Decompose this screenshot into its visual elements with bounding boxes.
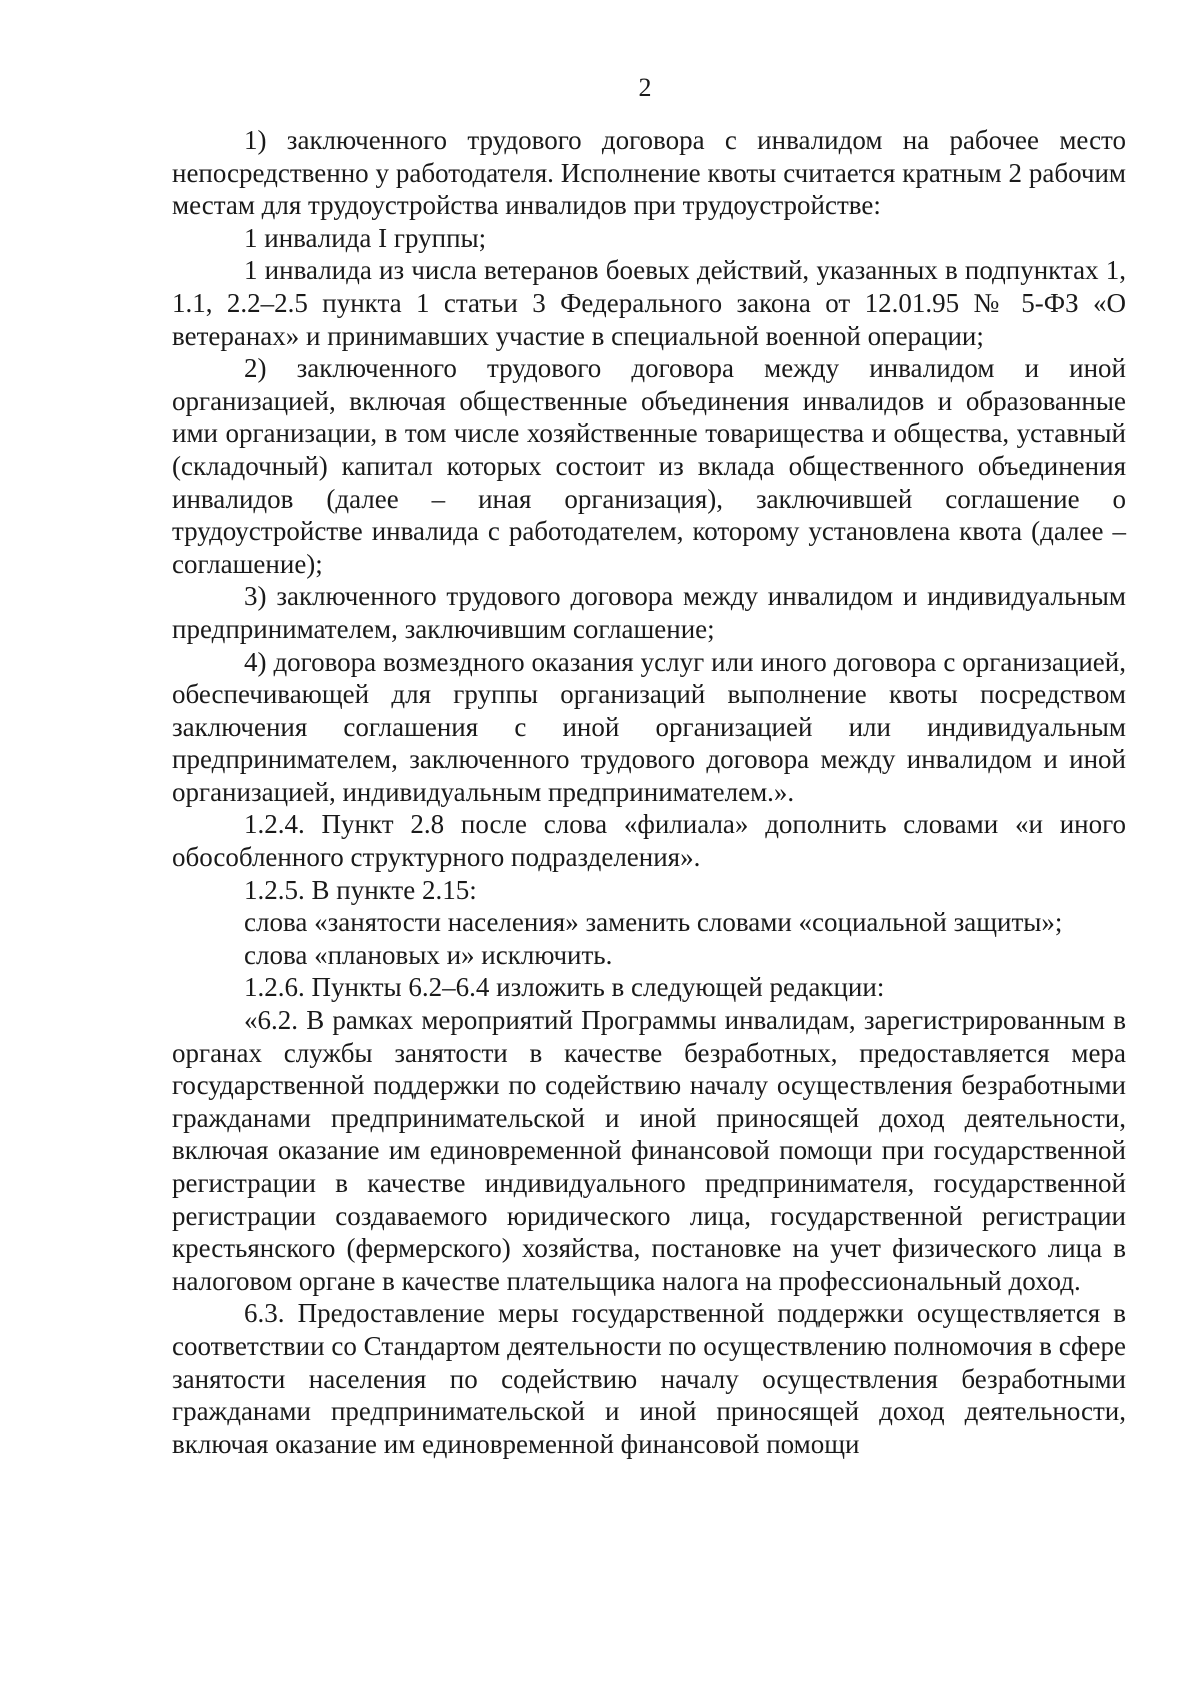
paragraph-6-3: 6.3. Предоставление меры государственной поддержки осуществляется в соответствии со Стандартом деятельности по осуществлению полномочия в сфере занятости населения по содействию началу осуществления безработными гражданами предпринимательской и иной приносящей доход деятельности, включая оказание им единовременной финансовой помощи (172, 1298, 1126, 1459)
paragraph-combat-veterans: 1 инвалида из числа ветеранов боевых действий, указанных в подпунктах 1, 1.1, 2.2–2.5 пункта 1 статьи 3 Федерального закона от 12.01.95 № 5-ФЗ «О ветеранах» и принимавших участие в специальной военной операции; (172, 255, 1126, 351)
paragraph-replace-words: слова «занятости населения» заменить словами «социальной защиты»; (244, 907, 1063, 938)
paragraph-group-1: 1 инвалида I группы; (244, 222, 487, 253)
paragraph-1-2-6: 1.2.6. Пункты 6.2–6.4 изложить в следующей редакции: (244, 972, 885, 1003)
paragraph-item-1: 1) заключенного трудового договора с инвалидом на рабочее место непосредственно у работодателя. Исполнение квоты считается кратным 2 рабочим местам для трудоустройства инвалидов при трудоустройстве: (172, 125, 1126, 221)
paragraph-item-3: 3) заключенного трудового договора между инвалидом и индивидуальным предпринимателем, заключившим соглашение; (172, 581, 1126, 644)
paragraph-1-2-4: 1.2.4. Пункт 2.8 после слова «филиала» дополнить словами «и иного обособленного структурного подразделения». (172, 809, 1126, 873)
paragraph-6-2: «6.2. В рамках мероприятий Программы инвалидам, зарегистрированным в органах службы занятости в качестве безработных, предоставляется мера государственной поддержки по содействию началу осуществления безработными гражданами предпринимательской и иной приносящей доход деятельности, включая оказание им единовременной финансовой помощи при государственной регистрации в качестве индивидуального предпринимателя, государственной регистрации создаваемого юридического лица, государственной регистрации крестьянского (фермерского) хозяйства, постановке на учет физического лица в налоговом органе в качестве плательщика налога на профессиональный доход. (172, 1005, 1126, 1296)
paragraph-item-2: 2) заключенного трудового договора между инвалидом и иной организацией, включая общественные объединения инвалидов и образованные ими организации, в том числе хозяйственные товарищества и общества, уставный (складочный) капитал которых состоит из вклада общественного объединения инвалидов (далее – иная организация), заключившей соглашение о трудоустройстве инвалида с работодателем, которому установлена квота (далее – соглашение); (172, 353, 1126, 579)
page-number: 2 (638, 73, 652, 102)
paragraph-1-2-5: 1.2.5. В пункте 2.15: (244, 874, 477, 905)
paragraph-exclude-words: слова «плановых и» исключить. (244, 939, 613, 970)
paragraph-item-4: 4) договора возмездного оказания услуг или иного договора с организацией, обеспечивающей для группы организаций выполнение квоты посредством заключения соглашения с иной организацией или индивидуальным предпринимателем, заключенного трудового договора между инвалидом и иной организацией, индивидуальным предпринимателем.». (172, 646, 1126, 807)
document-body (172, 124, 1126, 1460)
